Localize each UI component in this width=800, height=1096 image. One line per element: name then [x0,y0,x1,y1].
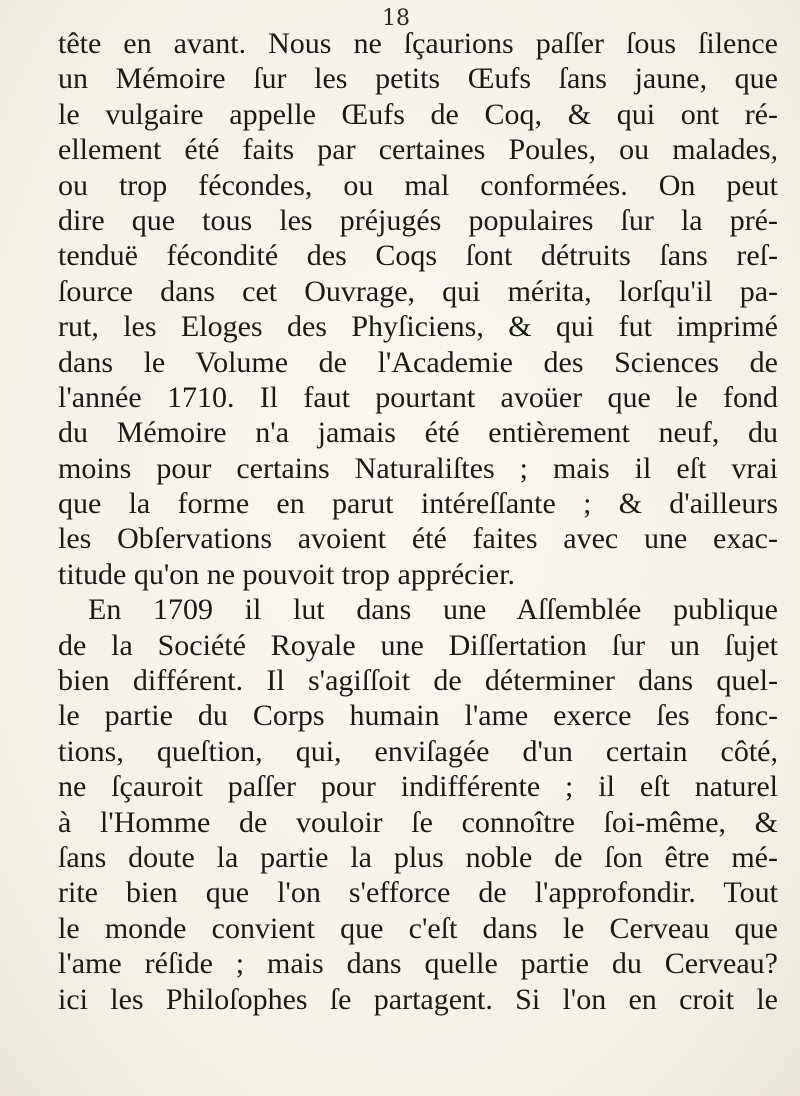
text-line: le partie du Corps humain l'ame exerce ſes fonc- [58,699,778,733]
text-line: le monde convient que c'eſt dans le Cerveau que [58,911,778,945]
text-line: tête en avant. Nous ne ſçaurions paſſer ſous ſilence [58,27,778,60]
text-line: un Mémoire ſur les petits Œufs ſans jaune, que [58,62,778,96]
text-line: tenduë fécondité des Coqs ſont détruits ſans reſ- [58,239,778,273]
text-line: ne ſçauroit paſſer pour indifférente ; il eſt naturel [58,770,778,804]
text-line: l'ame réſide ; mais dans quelle partie du Cerveau? [58,947,778,981]
body-text [58,26,778,1017]
text-line: l'année 1710. Il faut pourtant avoüer que le fond [58,380,778,414]
text-line: bien différent. Il s'agiſſoit de déterminer dans quel- [58,664,778,698]
text-line: ou trop fécondes, ou mal conformées. On peut [58,168,778,202]
text-line: les Obſervations avoient été faites avec une exac- [58,522,778,556]
text-line: rite bien que l'on s'efforce de l'approfondir. Tout [58,876,778,910]
text-line: ellement été faits par certaines Poules, ou malades, [58,133,778,167]
text-line: titude qu'on ne pouvoit trop apprécier. [58,557,515,591]
text-line: que la forme en parut intéreſſante ; & d'ailleurs [58,487,778,521]
text-line: à l'Homme de vouloir ſe connoître ſoi-même, & [58,805,778,839]
text-line: rut, les Eloges des Phyſiciens, & qui fut imprimé [58,310,778,344]
text-line: moins pour certains Naturaliſtes ; mais il eſt vrai [58,451,778,485]
text-line: tions, queſtion, qui, enviſagée d'un certain côté, [58,734,778,768]
text-line: dire que tous les préjugés populaires ſur la pré- [58,203,778,237]
text-line: En 1709 il lut dans une Aſſemblée publique [88,593,778,627]
text-line: ſource dans cet Ouvrage, qui mérita, lorſqu'il pa- [58,274,778,308]
page-number: 18 [382,6,410,31]
text-line: du Mémoire n'a jamais été entièrement neuf, du [58,416,778,450]
text-line: le vulgaire appelle Œufs de Coq, & qui ont ré- [58,97,778,131]
text-line: dans le Volume de l'Academie des Sciences de [58,345,778,379]
text-line: ici les Philoſophes ſe partagent. Si l'on en croit le [58,982,778,1016]
text-line: ſans doute la partie la plus noble de ſon être mé- [58,840,778,874]
text-line: de la Société Royale une Diſſertation ſur un ſujet [58,628,778,662]
